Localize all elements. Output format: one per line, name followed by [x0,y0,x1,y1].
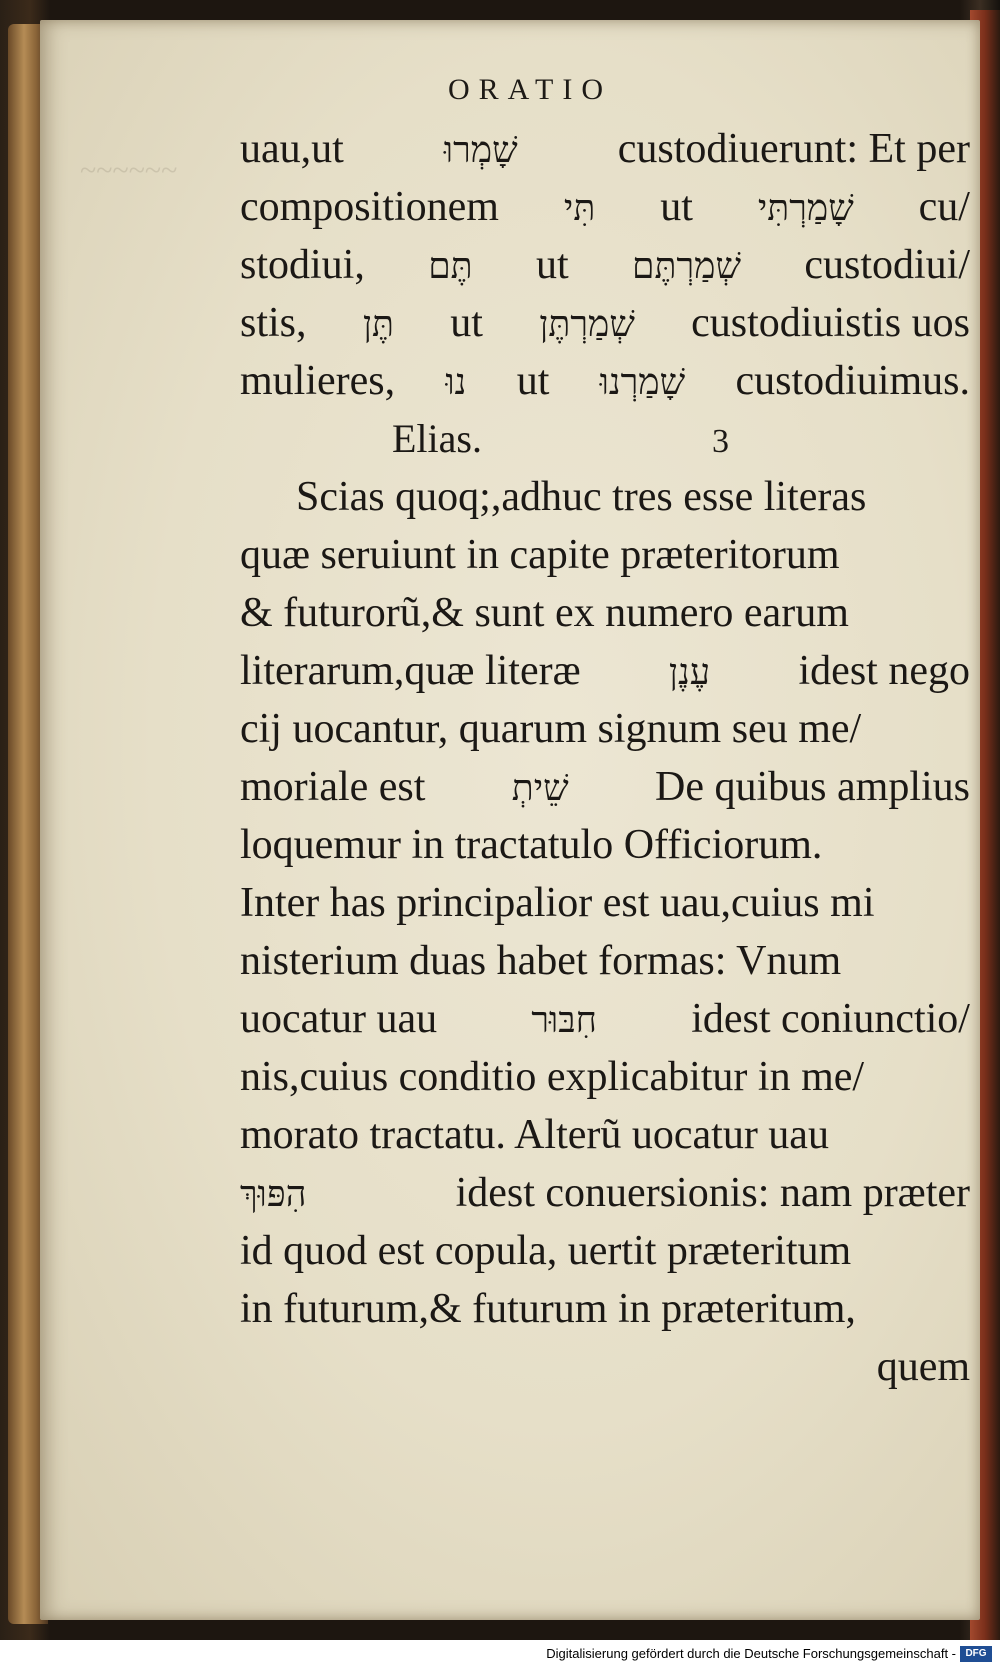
text-line [240,1106,970,1164]
text-line [240,816,970,874]
text-line [240,642,970,700]
latin-text: stodiui, [240,242,365,288]
hebrew-word: שָׁמַרְנוּ [599,362,686,403]
latin-text: id quod est copula, uertit præteritum [240,1228,852,1274]
text-line [240,1164,970,1222]
latin-text: mulieres, [240,358,396,404]
latin-text: Scias quoq;,adhuc tres esse literas [296,474,867,520]
section-number: 3 [711,423,729,460]
text-line [240,294,970,352]
footer-credit: Digitalisierung gefördert durch die Deutsche Forschungsgemeinschaft - [546,1646,956,1661]
latin-text: morato tractatu. Alterũ uocatur uau [240,1112,829,1158]
latin-text: uocatur uau [240,996,438,1042]
text-line [240,990,970,1048]
latin-text: moriale est [240,764,426,810]
latin-text: custodiuerunt: Et per [617,126,970,172]
digitization-footer [0,1640,1000,1670]
hebrew-word: תֶּן [362,304,394,345]
catchword: quem [876,1344,970,1390]
hebrew-word: שָׁמְרוּ [443,130,518,171]
latin-text: ut [660,184,693,230]
catchword-line [240,1338,970,1396]
text-line [240,1048,970,1106]
text-line [240,468,970,526]
text-line [240,758,970,816]
latin-text: cu/ [918,184,970,230]
text-line [240,120,970,178]
text-line [240,1280,970,1338]
latin-text: ut [450,300,483,346]
hebrew-word: נוּ [445,362,467,403]
section-title: Elias. [392,416,482,461]
text-block [240,120,970,1396]
latin-text: idest conuersionis: nam præter [455,1170,970,1216]
hebrew-word: חִבּוּר [531,1000,597,1041]
text-line [240,874,970,932]
latin-text: Inter has principalior est uau,cuius mi [240,880,875,926]
hebrew-word: שָׁמַרְתִּי [757,188,854,229]
text-line [240,700,970,758]
show-through-text: ~~~~~~ [80,154,178,187]
dfg-logo: DFG [960,1646,992,1662]
latin-text: loquemur in tractatulo Officiorum. [240,822,823,868]
latin-text: custodiuistis uos [691,300,970,346]
latin-text: stis, [240,300,307,346]
latin-text: ut [536,242,569,288]
text-line [240,178,970,236]
text-line [240,584,970,642]
latin-text: custodiuimus. [735,358,970,404]
latin-text: nisterium duas habet formas: Vnum [240,938,842,984]
hebrew-word: שְׁמַרְתֶּן [539,304,635,345]
latin-text: nis,cuius conditio explicabitur in me/ [240,1054,865,1100]
latin-text: cij uocantur, quarum signum seu me/ [240,706,862,752]
latin-text: & futurorũ,& sunt ex numero earum [240,590,849,636]
text-line [240,352,970,410]
text-line [240,1222,970,1280]
hebrew-word: הִפּוּךְ [240,1174,307,1215]
latin-text: compositionem [240,184,499,230]
latin-text: idest nego [798,648,970,694]
hebrew-word: עֶנֶן [668,652,711,693]
latin-text: quæ seruiunt in capite præteritorum [240,532,840,578]
hebrew-word: תֶּם [428,246,473,287]
section-heading [240,410,970,468]
hebrew-word: שְׁמַרְתֶּם [632,246,741,287]
hebrew-word: תִּי [563,188,596,229]
text-line [240,932,970,990]
latin-text: idest coniunctio/ [691,996,970,1042]
latin-text: De quibus amplius [655,764,970,810]
hebrew-word: שֵׁיתְ [511,768,569,809]
running-head: ORATIO [448,73,612,106]
latin-text: custodiui/ [804,242,970,288]
latin-text: uau,ut [240,126,344,172]
text-line [240,526,970,584]
latin-text: in futurum,& futurum in præteritum, [240,1286,856,1332]
latin-text: literarum,quæ literæ [240,648,581,694]
latin-text: ut [516,358,550,404]
text-line [240,236,970,294]
